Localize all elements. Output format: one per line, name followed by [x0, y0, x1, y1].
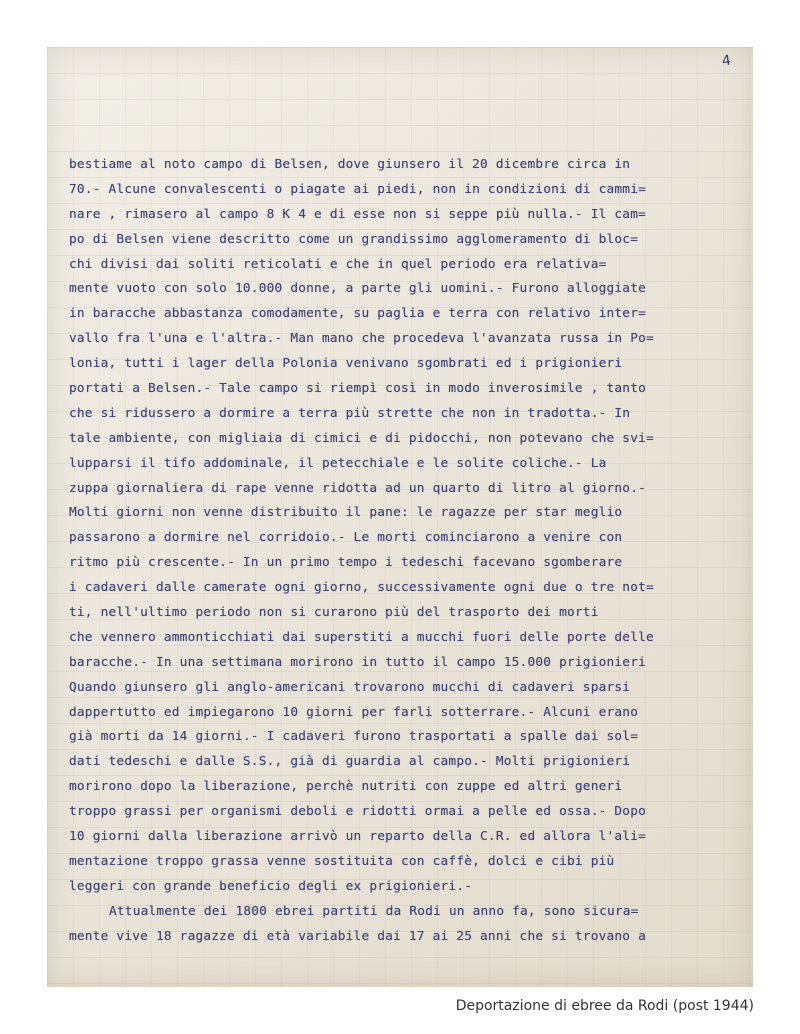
text-line: portati a Belsen.- Tale campo si riempì così in modo inverosimile , tanto	[69, 381, 647, 397]
text-line: nare , rimasero al campo 8 K 4 e di esse non si seppe più nulla.- Il cam=	[69, 206, 647, 222]
text-line: dati tedeschi e dalle S.S., già di guardia al campo.- Molti prigionieri	[69, 754, 631, 770]
text-line: in baracche abbastanza comodamente, su paglia e terra con relativo inter=	[69, 306, 647, 322]
text-line: ritmo più crescente.- In un primo tempo i tedeschi facevano sgomberare	[69, 555, 623, 571]
handwritten-page-number: 4	[720, 52, 732, 70]
text-line: chi divisi dai soliti reticolati e che in quel periodo era relativa=	[69, 256, 607, 272]
text-line: Attualmente dei 1800 ebrei partiti da Rodi un anno fa, sono sicura=	[109, 903, 639, 919]
text-line: i cadaveri dalle camerate ogni giorno, successivamente ogni due o tre not=	[69, 580, 654, 596]
text-line: passarono a dormire nel corridoio.- Le morti cominciarono a venire con	[69, 530, 623, 546]
text-line: mentazione troppo grassa venne sostituita con caffè, dolci e cibi più	[69, 853, 615, 869]
text-line: po di Belsen viene descritto come un grandissimo agglomeramento di bloc=	[69, 231, 639, 247]
text-line: leggeri con grande beneficio degli ex prigionieri.-	[69, 878, 473, 894]
text-line: bestiame al noto campo di Belsen, dove giunsero il 20 dicembre circa in	[69, 157, 631, 172]
text-line: 70.- Alcune convalescenti o piagate ai piedi, non in condizioni di cammi=	[69, 181, 647, 197]
text-line: mente vive 18 ragazze di età variabile dai 17 ai 25 anni che si trovano a	[69, 928, 647, 944]
text-line: Quando giunsero gli anglo-americani trovarono mucchi di cadaveri sparsi	[69, 679, 631, 695]
text-line: Molti giorni non venne distribuito il pane: le ragazze per star meglio	[69, 505, 623, 521]
text-line: morirono dopo la liberazione, perchè nutriti con zuppe ed altri generi	[69, 779, 623, 795]
text-line: lonia, tutti i lager della Polonia venivano sgombrati ed i prigionieri	[69, 356, 623, 372]
text-line: che vennero ammonticchiati dai superstiti a mucchi fuori delle porte delle	[69, 629, 654, 645]
text-line: zuppa giornaliera di rape venne ridotta ad un quarto di litro al giorno.-	[69, 480, 647, 496]
text-line: lupparsi il tifo addominale, il petecchiale e le solite coliche.- La	[69, 455, 607, 471]
text-line: che si ridussero a dormire a terra più strette che non in tradotta.- In	[69, 405, 631, 421]
text-line: tale ambiente, con migliaia di cimici e di pidocchi, non potevano che svi=	[69, 430, 654, 446]
text-line: dappertutto ed impiegarono 10 giorni per farli sotterrare.- Alcuni erano	[69, 704, 639, 720]
text-line: già morti da 14 giorni.- I cadaveri furono trasportati a spalle dai sol=	[69, 729, 639, 745]
text-line: baracche.- In una settimana morirono in tutto il campo 15.000 prigionieri	[69, 654, 647, 670]
text-line: vallo fra l'una e l'altra.- Man mano che procedeva l'avanzata russa in Po=	[69, 331, 654, 347]
text-line: mente vuoto con solo 10.000 donne, a parte gli uomini.- Furono alloggiate	[69, 281, 647, 297]
image-caption: Deportazione di ebree da Rodi (post 1944)	[455, 998, 754, 1014]
text-line: ti, nell'ultimo periodo non si curarono più del trasporto dei morti	[69, 605, 599, 621]
text-line: troppo grassi per organismi deboli e ridotti ormai a pelle ed ossa.- Dopo	[69, 804, 647, 820]
typewritten-text-body	[69, 153, 741, 950]
text-line: 10 giorni dalla liberazione arrivò un reparto della C.R. ed allora l'ali=	[69, 829, 647, 845]
typewritten-document-page	[47, 47, 753, 987]
